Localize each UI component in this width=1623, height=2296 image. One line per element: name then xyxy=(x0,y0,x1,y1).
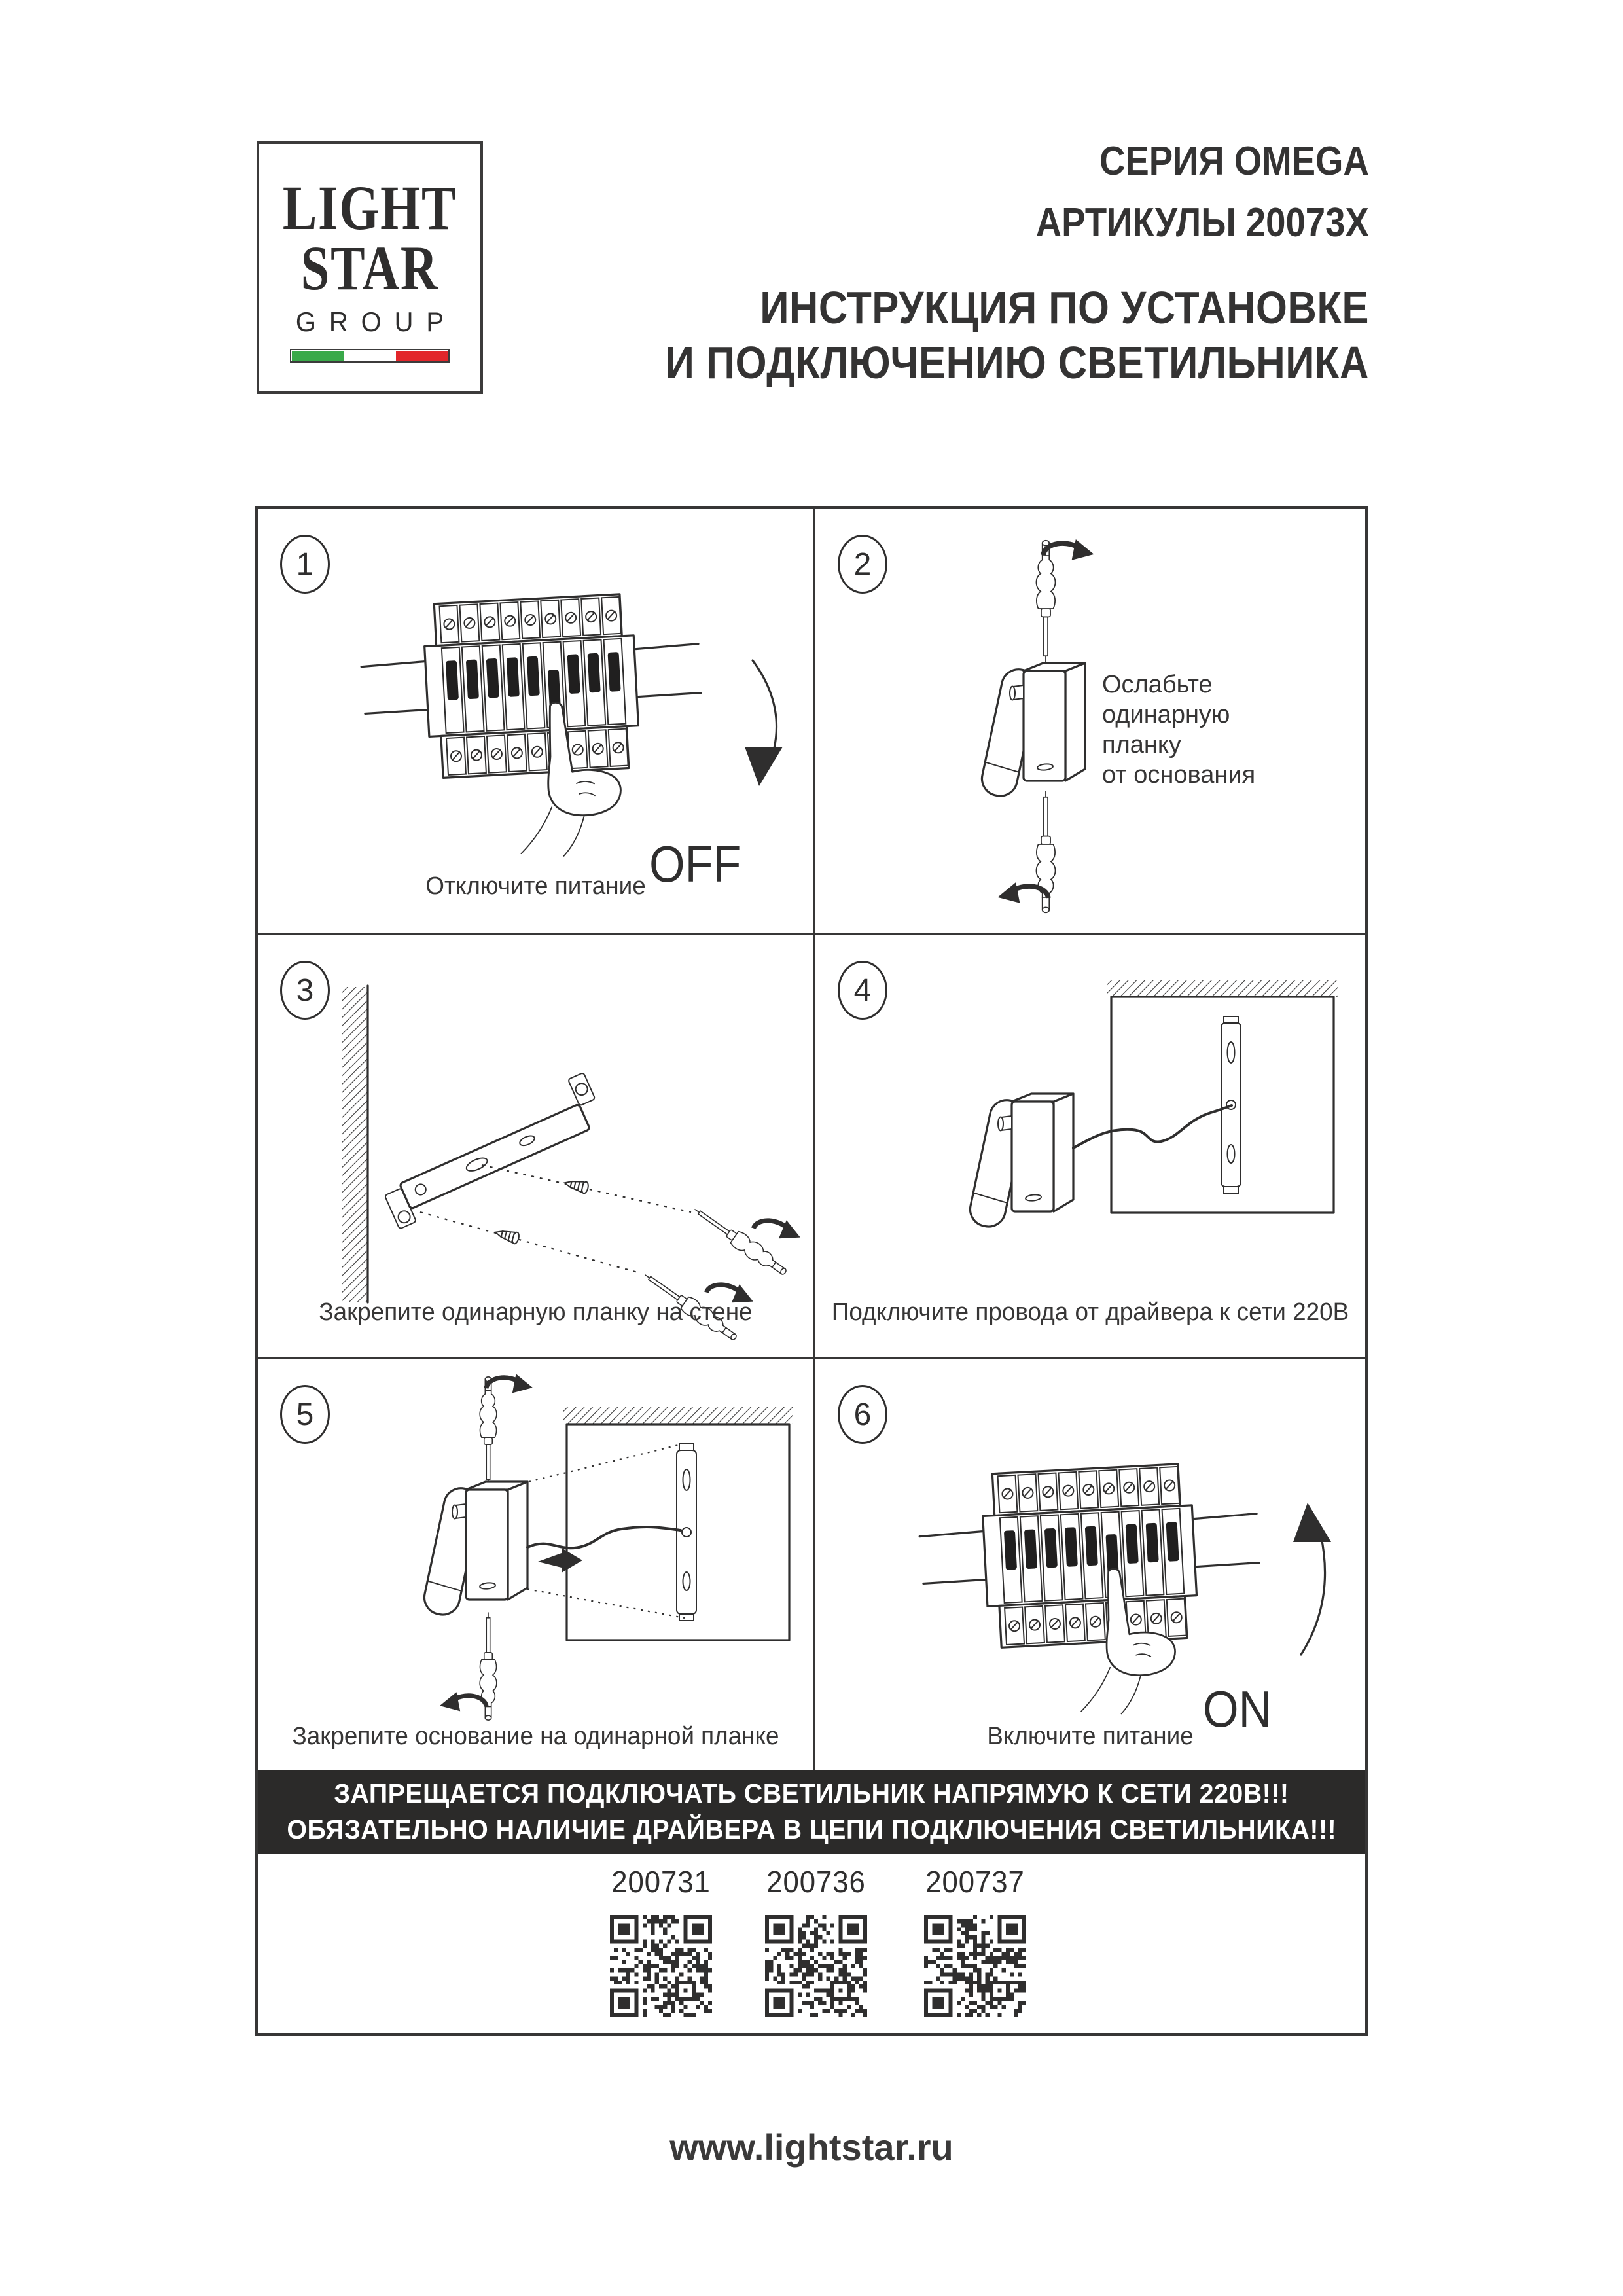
off-label: OFF xyxy=(649,835,741,893)
step-caption-2: Ослабьте одинарную планку от основания xyxy=(1102,671,1256,789)
step-number-4: 4 xyxy=(838,961,887,1020)
rotation-arrow-icon xyxy=(486,1370,535,1395)
main-title-line2: И ПОДКЛЮЧЕНИЮ СВЕТИЛЬНИКА xyxy=(665,337,1369,388)
breaker-panel xyxy=(980,1463,1198,1648)
rotation-arrow-icon xyxy=(438,1688,487,1713)
document-header xyxy=(569,131,1369,390)
step-cell-3 xyxy=(258,935,813,1357)
step-number-2: 2 xyxy=(838,535,887,594)
step-caption-3: Закрепите одинарную планку на стене xyxy=(319,1299,753,1326)
series-title: СЕРИЯ OMEGA xyxy=(1099,139,1369,184)
mounting-plate xyxy=(372,1073,611,1229)
screwdriver-icon xyxy=(1036,541,1055,662)
logo-word-light: LIGHT xyxy=(282,173,457,243)
wall-with-bracket xyxy=(563,1407,793,1640)
step-cell-2 xyxy=(815,509,1365,933)
article-item xyxy=(738,1864,895,2020)
website-url: www.lightstar.ru xyxy=(669,2126,954,2168)
qr-code xyxy=(924,1915,1026,2017)
flag-white-stripe xyxy=(344,351,395,361)
warning-banner xyxy=(258,1770,1365,1854)
step-caption-5: Закрепите основание на одинарной планке xyxy=(292,1723,779,1750)
mount-plate-illustration xyxy=(258,935,813,1357)
step-cell-4 xyxy=(815,935,1365,1357)
steps-grid xyxy=(255,506,1368,2036)
step-number-3: 3 xyxy=(280,961,330,1020)
main-title-line1: ИНСТРУКЦИЯ ПО УСТАНОВКЕ xyxy=(760,282,1369,333)
warning-line-2: ОБЯЗАТЕЛЬНО НАЛИЧИЕ ДРАЙВЕРА В ЦЕПИ ПОДКЛЮЧЕНИЯ СВЕТИЛЬНИКА!!! xyxy=(287,1814,1336,1844)
article-code: 200731 xyxy=(611,1865,711,1899)
screwdriver-icon xyxy=(480,1377,497,1484)
screw-icon xyxy=(563,1177,590,1194)
loosen-plate-illustration xyxy=(815,509,1365,933)
flag-green-stripe xyxy=(292,351,344,361)
step-number-6: 6 xyxy=(838,1385,887,1444)
qr-code xyxy=(765,1915,867,2017)
wall-lamp-illustration xyxy=(967,1094,1073,1230)
wall-lamp-illustration xyxy=(421,1482,527,1618)
article-code: 200736 xyxy=(766,1865,866,1899)
article-qr-zone xyxy=(258,1854,1365,2033)
rotation-arrow-icon xyxy=(1043,535,1096,564)
warning-line-1: ЗАПРЕЩАЕТСЯ ПОДКЛЮЧАТЬ СВЕТИЛЬНИК НАПРЯМУЮ К СЕТИ 220В!!! xyxy=(334,1778,1289,1808)
qr-code xyxy=(610,1915,712,2017)
screwdriver-icon xyxy=(690,1202,790,1280)
italian-flag-icon xyxy=(290,349,450,363)
step-cell-6 xyxy=(815,1359,1365,1770)
screwdriver-icon xyxy=(480,1613,497,1720)
breaker-panel xyxy=(422,594,640,778)
step-number-5: 5 xyxy=(280,1385,330,1444)
step-caption-1: Отключите питание xyxy=(425,872,646,900)
step-caption-6: Включите питание xyxy=(987,1723,1194,1750)
step-cell-5 xyxy=(258,1359,813,1770)
articles-title: АРТИКУЛЫ 20073Х xyxy=(1035,200,1369,245)
logo-word-group: GROUP xyxy=(295,306,457,337)
breaker-on-illustration xyxy=(815,1359,1365,1770)
wall-lamp-illustration xyxy=(979,663,1085,799)
rotation-arrow-icon xyxy=(753,1210,804,1245)
article-code: 200737 xyxy=(925,1865,1025,1899)
flag-red-stripe xyxy=(396,351,448,361)
breaker-off-illustration xyxy=(258,509,813,933)
screw-icon xyxy=(494,1227,520,1244)
lightstar-logo xyxy=(257,141,483,394)
step-number-1: 1 xyxy=(280,535,330,594)
article-item xyxy=(582,1864,740,2020)
step-caption-4: Подключите провода от драйвера к сети 220В xyxy=(831,1299,1349,1326)
on-direction-arrow xyxy=(1301,1534,1325,1655)
step-cell-1 xyxy=(258,509,813,933)
connect-wires-illustration xyxy=(815,935,1365,1357)
off-direction-arrow xyxy=(753,660,777,756)
wall-hatching xyxy=(342,987,368,1302)
logo-word-star: STAR xyxy=(300,233,439,303)
on-label: ON xyxy=(1203,1680,1272,1738)
article-item xyxy=(897,1864,1054,2020)
fix-base-illustration xyxy=(258,1359,813,1770)
wall-with-bracket xyxy=(1107,980,1338,1213)
